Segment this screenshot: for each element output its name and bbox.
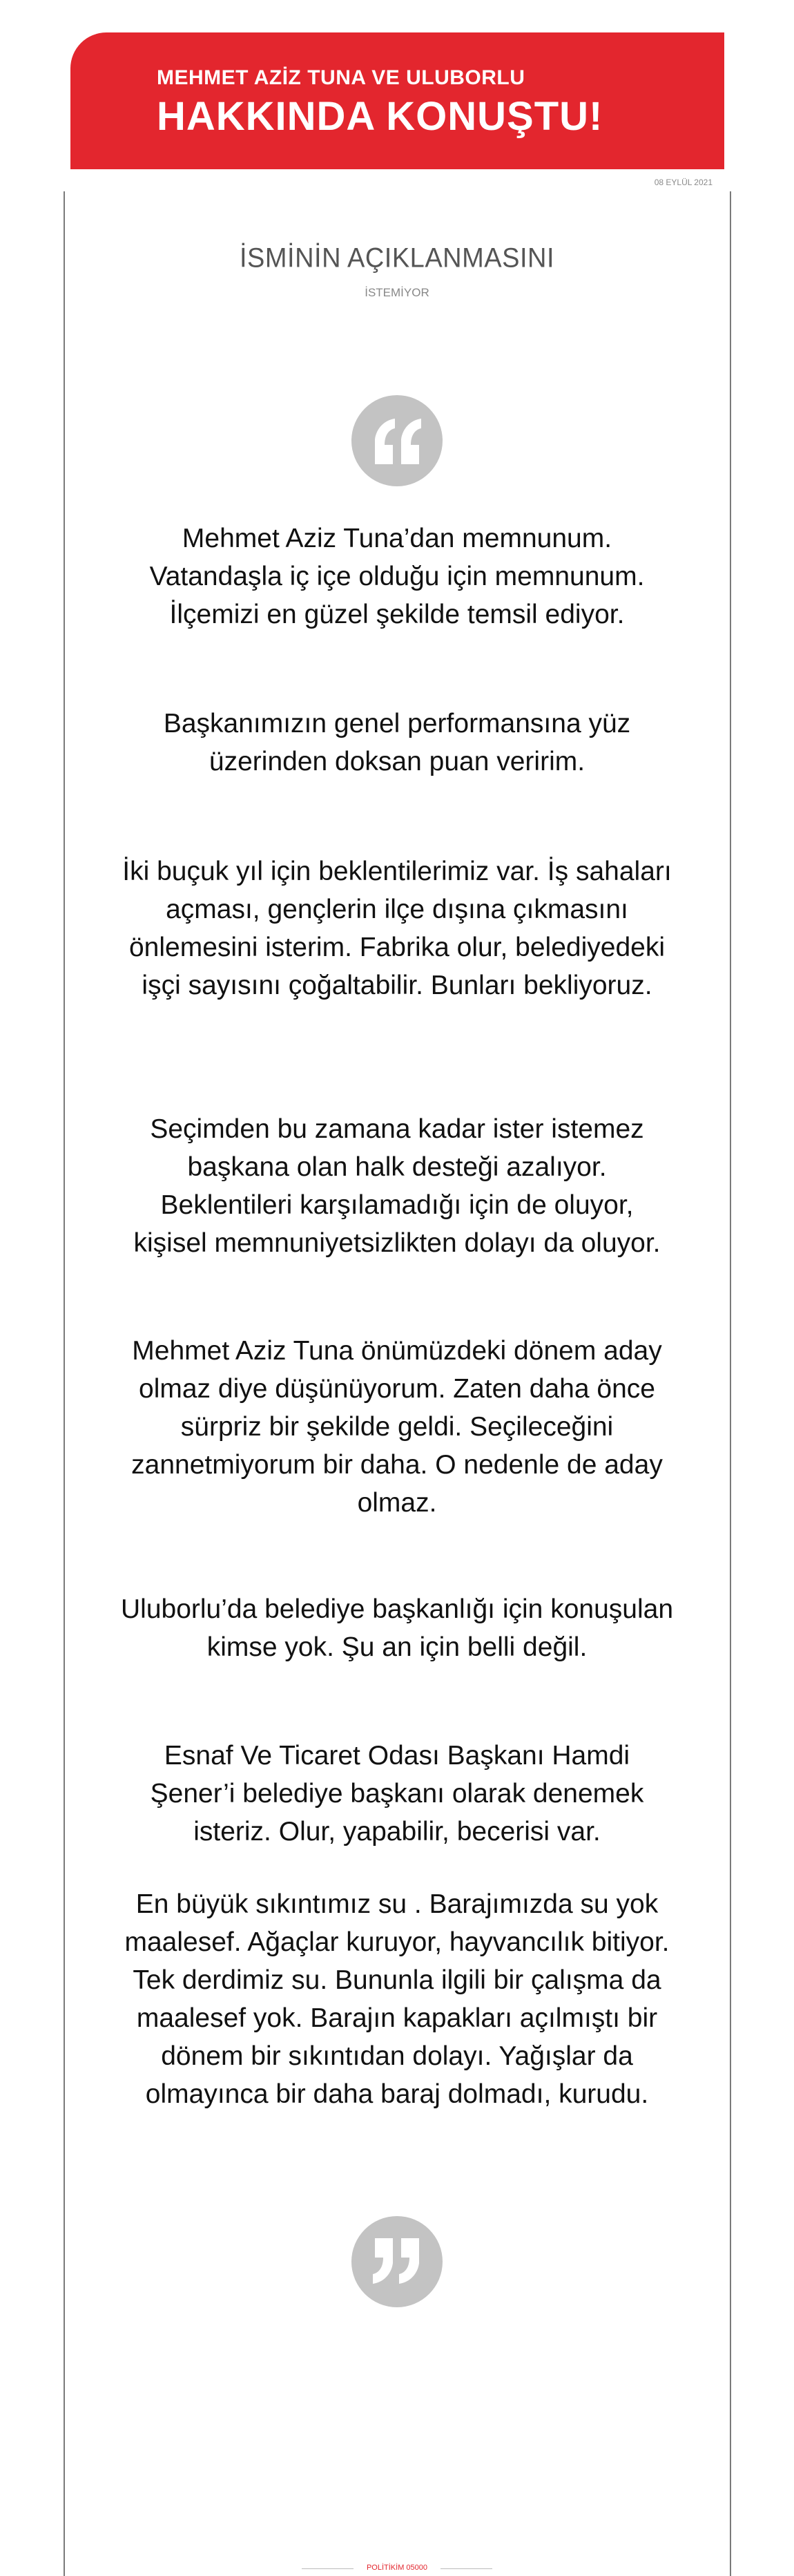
footer-divider-right xyxy=(440,2568,492,2569)
publish-date: 08 EYLÜL 2021 xyxy=(654,178,713,187)
frame-right-border xyxy=(730,191,731,2576)
frame-left-border xyxy=(64,191,65,2576)
quote-paragraph-7: Esnaf Ve Ticaret Odası Başkanı Hamdi Şener’i belediye başkanı olarak denemek isteriz. Olur, yapabilir, becerisi var. xyxy=(150,1741,644,1847)
quote-paragraph-8: En büyük sıkıntımız su . Barajımızda su yok maalesef. Ağaçlar kuruyor, hayvancılık bitiyor. Tek derdimiz su. Bununla ilgili bir çalışma da maalesef yok. Barajın kapakları açılmıştı bir dönem bir sıkıntıdan dolayı. Yağışlar da olmayınca bir daha baraj dolmadı, kurudu. xyxy=(124,1889,670,2109)
quote-paragraph-1: Mehmet Aziz Tuna’dan memnunum. Vatandaşla iç içe olduğu için memnunum. İlçemizi en güzel şekilde temsil ediyor. xyxy=(149,524,645,629)
quote-close-icon xyxy=(351,2216,443,2307)
quote-paragraph-2: Başkanımızın genel performansına yüz üzerinden doksan puan veririm. xyxy=(163,709,631,776)
quote-paragraph-6: Uluborlu’da belediye başkanlığı için konuşulan kimse yok. Şu an için belli değil. xyxy=(121,1594,674,1662)
quote-open-icon xyxy=(351,395,443,486)
headline-line-2: HAKKINDA KONUŞTU! xyxy=(157,94,603,139)
quote-paragraph-4: Seçimden bu zamana kadar ister istemez başkana olan halk desteği azalıyor. Beklentileri karşılamadığı için de oluyor, kişisel memnuniyetsizlikten dolayı da oluyor. xyxy=(133,1114,661,1258)
speaker-name: İSMİNİN AÇIKLANMASINI xyxy=(239,242,555,274)
quote-paragraph-5: Mehmet Aziz Tuna önümüzdeki dönem aday olmaz diye düşünüyorum. Zaten daha önce sürpriz bir şekilde geldi. Seçileceğini zannetmiyorum bir daha. O nedenle de aday olmaz. xyxy=(131,1336,663,1518)
headline-banner xyxy=(70,32,724,169)
headline-line-1: MEHMET AZİZ TUNA VE ULUBORLU xyxy=(157,66,525,89)
speaker-subtitle: İSTEMİYOR xyxy=(365,286,429,299)
footer-brand: POLİTİKİM 05000 xyxy=(366,2564,428,2572)
quote-paragraph-3: İki buçuk yıl için beklentilerimiz var. İş sahaları açması, gençlerin ilçe dışına çıkmasını önlemesini isterim. Fabrika olur, belediyedeki işçi sayısını çoğaltabilir. Bunları bekliyoruz. xyxy=(122,857,672,1000)
